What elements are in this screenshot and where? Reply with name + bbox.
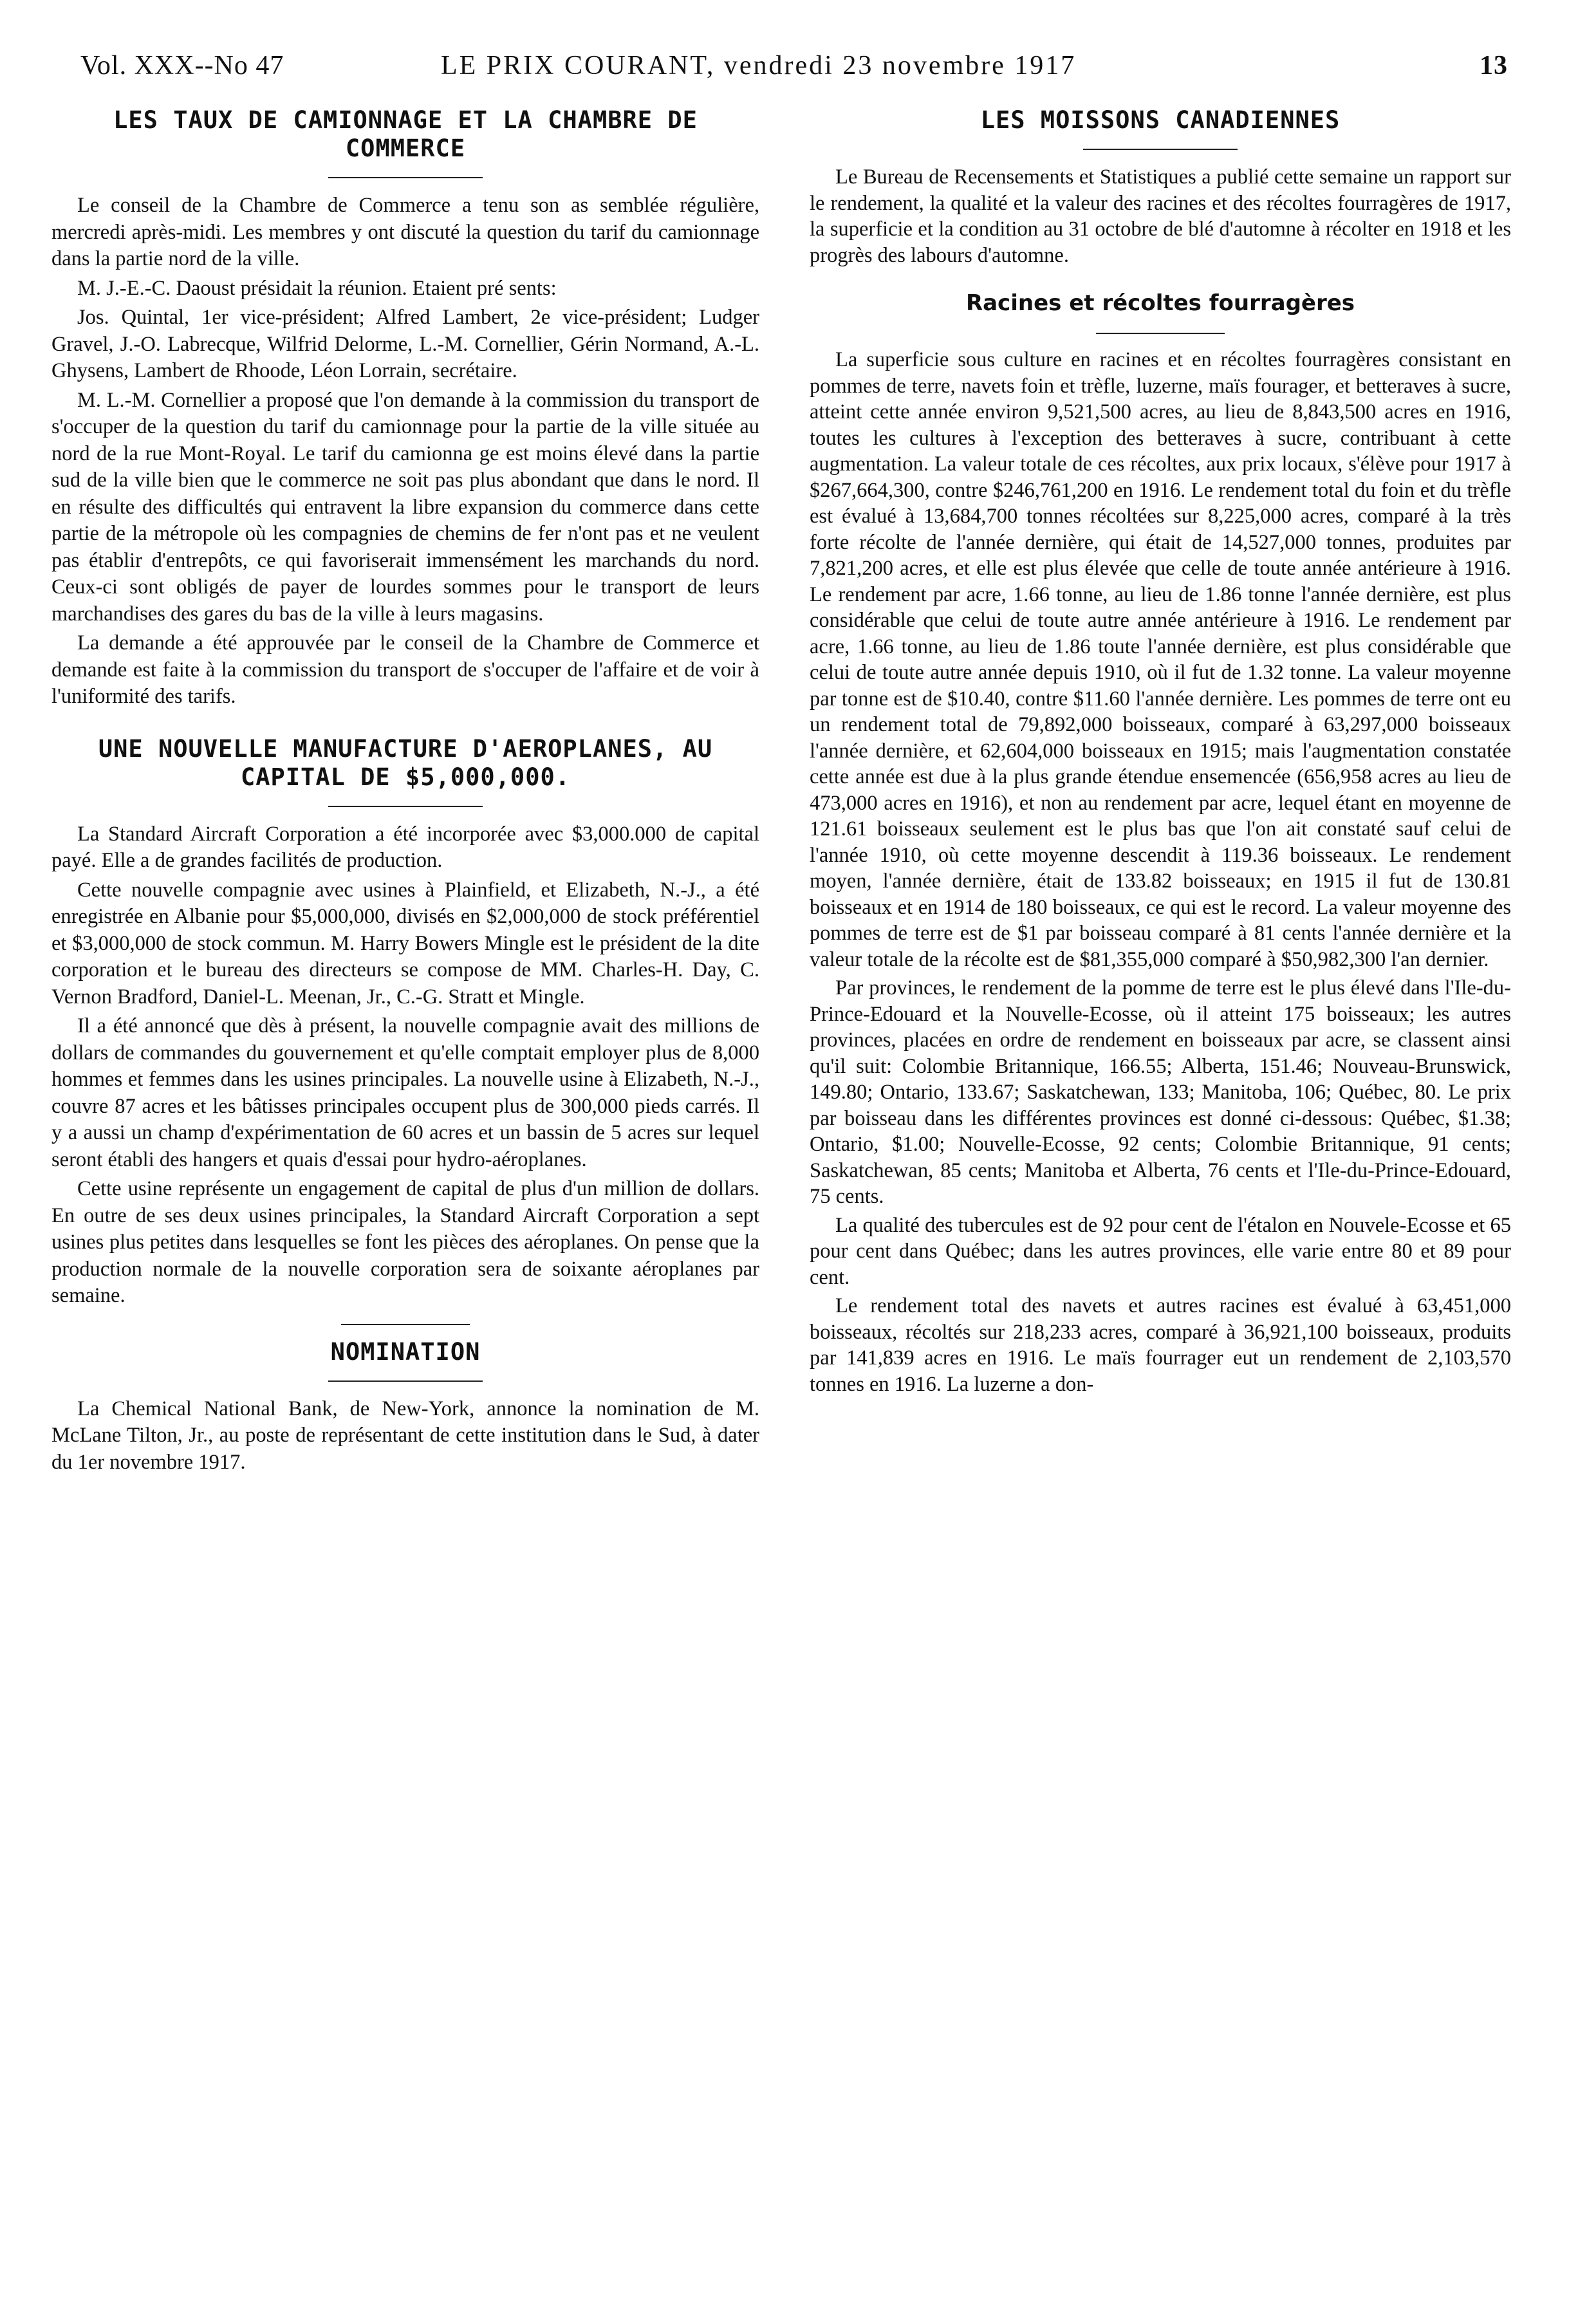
title-rule: [328, 177, 483, 178]
title-rule: [328, 806, 483, 807]
right-column: [810, 106, 1511, 1400]
page-number: 13: [1480, 51, 1508, 80]
page-header: [80, 50, 1508, 89]
article-paragraph: M. L.-M. Cornellier a proposé que l'on demande à la commission du transport de s'occuper de la question du tarif du camionnage pour la partie de la ville située au nord de la rue Mont-Royal. Le tarif du camionna ge est moins élevé dans la partie sud de la ville bien que le commerce ne soit pas plus abondant que dans le nord. Il en résulte des difficultés qui entravent la libre expansion du commerce dans cette partie de la métropole où les compagnies de chemins de fer n'ont pas et ne veulent pas établir d'entrepôts, ce qui favoriserait immensément les marchands du nord. Ceux-ci sont obligés de payer de lourdes sommes pour le transport de leurs marchandises des gares du bas de la ville à leurs magasins.: [51, 388, 759, 626]
article-camionnage: [51, 106, 759, 711]
title-rule: [1083, 149, 1238, 150]
volume-number: Vol. XXX--No 47: [80, 51, 284, 80]
article-title: NOMINATION: [330, 1337, 481, 1366]
publication-title-date: LE PRIX COURANT, vendredi 23 novembre 1917: [441, 51, 1077, 80]
subheading-rule: [1096, 333, 1225, 334]
article-paragraph: Par provinces, le rendement de la pomme de terre est le plus élevé dans l'Ile-du-Prince-Edouard et la Nouvelle-Ecosse, où il atteint 175 boisseaux; les autres provinces, placées en ordre de rendement en boisseaux par acre, se classent ainsi qu'il suit: Colombie Britannique, 166.55; Alberta, 151.46; Nouveau-Brunswick, 149.80; Ontario, 133.67; Saskatchewan, 133; Manitoba, 106; Québec, 80. Le prix par boisseau dans les différentes provinces est donné ci-dessous: Québec, $1.38; Ontario, $1.00; Nouvelle-Ecosse, 92 cents; Colombie Britannique, 91 cents; Saskatchewan, 85 cents; Manitoba et Alberta, 76 cents et l'Ile-du-Prince-Edouard, 75 cents.: [810, 976, 1511, 1208]
title-rule: [328, 1380, 483, 1382]
article-subheading: Racines et récoltes fourragères: [965, 290, 1355, 316]
article-paragraph: La superficie sous culture en racines et en récoltes fourragères consistant en pommes de terre, navets foin et trèfle, luzerne, maïs fourager, et betteraves à sucre, atteint cette année environ 9,521,500 acres, au lieu de 8,843,500 acres en 1916, toutes les cultures à l'exception des betteraves à sucre, contribuant à cette augmentation. La valeur totale de ces récoltes, aux prix locaux, s'élève pour 1917 à $267,664,300, contre $246,761,200 en 1916. Le rendement total du foin et du trèfle est évalué à 13,684,700 tonnes récoltées sur 8,225,000 acres, comparé à la très forte récolte de l'année dernière, qui était de 14,527,000 tonnes, produites par 7,821,200 acres, et elle est plus élevée que celle de toute année antérieure à 1916. Le rendement par acre, 1.66 tonne, au lieu de 1.86 tonne l'année dernière, est plus considérable que celui de toute autre année antérieure à 1916. Le rendement par acre, 1.66 tonne, au lieu de 1.86 toute l'année dernière, est plus considérable que celui de toute autre année depuis 1910, où il fut de 1.32 tonne. La valeur moyenne par tonne est de $10.40, contre $11.60 l'année dernière. Les pommes de terre ont eu un rendement total de 79,892,000 boisseaux, comparé à 63,297,000 boisseaux l'année dernière, et 62,604,000 boisseaux en 1915; mais l'augmentation constatée cette année est due à la plus grande étendue ensemencée (656,958 acres au lieu de 473,000 acres en 1916), et non au rendement par acre, lequel étant en moyenne de 121.61 boisseaux seulement est le plus bas que l'on ait constaté sauf celui de l'année 1910, où cette moyenne descendit à 119.36 boisseaux. Le rendement moyen, l'année dernière, était de 133.82 boisseaux; en 1915 il fut de 130.81 boisseaux et en 1914 de 180 boisseaux, ce qui est le record. La valeur moyenne des pommes de terre est de $1 par boisseau comparé à 81 cents l'année dernière et la valeur totale de la récolte est de $81,355,000 comparé à $50,982,300 l'an dernier.: [810, 348, 1511, 971]
article-paragraph: La Standard Aircraft Corporation a été incorporée avec $3,000.000 de capital payé. Elle a de grandes facilités de production.: [51, 822, 759, 872]
section-rule: [341, 1324, 470, 1325]
article-paragraph: Le rendement total des navets et autres racines est évalué à 63,451,000 boisseaux, récoltés sur 218,233 acres, comparé à 36,921,100 boisseaux, produits par 141,839 acres en 1916. Le maïs fourrager eut un rendement de 2,103,570 tonnes en 1916. La luzerne a don-: [810, 1294, 1511, 1396]
article-paragraph: Cette usine représente un engagement de capital de plus d'un million de dollars. En outre de ses deux usines principales, la Standard Aircraft Corporation a sept usines plus petites dans lesquelles se font les pièces des aéroplanes. On pense que la production normale de la nouvelle corporation sera de soixante aéroplanes par semaine.: [51, 1177, 759, 1307]
article-title: LES MOISSONS CANADIENNES: [980, 106, 1341, 134]
article-paragraph: La qualité des tubercules est de 92 pour cent de l'étalon en Nouvele-Ecosse et 65 pour cent dans Québec; dans les autres provinces, elle varie entre 80 et 89 pour cent.: [810, 1213, 1511, 1289]
article-title: LES TAUX DE CAMIONNAGE ET LA CHAMBRE DE COMMERCE: [113, 106, 698, 162]
article-moissons: [810, 106, 1511, 1397]
article-title: UNE NOUVELLE MANUFACTURE D'AEROPLANES, AU CAPITAL DE $5,000,000.: [98, 734, 713, 791]
article-paragraph: La Chemical National Bank, de New-York, annonce la nomination de M. McLane Tilton, Jr., au poste de représentant de cette institution dans le Sud, à dater du 1er novembre 1917.: [51, 1397, 759, 1474]
left-column: [51, 106, 759, 1478]
article-paragraph: Il a été annoncé que dès à présent, la nouvelle compagnie avait des millions de dollars de commandes du gouvernement et qu'elle comptait employer plus de 8,000 hommes et femmes dans les usines principales. La nouvelle usine à Elizabeth, N.-J., couvre 87 acres et les bâtisses principales occupent plus de 300,000 pieds carrés. Il y a aussi un champ d'expérimentation de 60 acres et un bassin de 5 acres sur lequel seront établi des hangers et quais d'essai pour hydro-aéroplanes.: [51, 1014, 759, 1171]
article-intro: Le Bureau de Recensements et Statistiques a publié cette semaine un rapport sur le rendement, la qualité et la valeur des racines et des récoltes fourragères de 1917, la superficie et la condition au 31 octobre de blé d'automne à récolter en 1918 et les progrès des labours d'automne.: [810, 165, 1511, 267]
article-paragraph: Cette nouvelle compagnie avec usines à Plainfield, et Elizabeth, N.-J., a été enregistrée en Albanie pour $5,000,000, divisés en $2,000,000 de stock préférentiel et $3,000,000 de stock commun. M. Harry Bowers Mingle est le président de la dite corporation et le bureau des directeurs se compose de MM. Charles-H. Day, C. Vernon Bradford, Daniel-L. Meenan, Jr., C.-G. Stratt et Mingle.: [51, 878, 759, 1009]
article-paragraph: La demande a été approuvée par le conseil de la Chambre de Commerce et demande est faite à la commission du transport de s'occuper de l'affaire et de voir à l'uniformité des tarifs.: [51, 631, 759, 708]
article-aeroplanes: [51, 735, 759, 1325]
article-paragraph: M. J.-E.-C. Daoust présidait la réunion. Etaient pré sents:: [77, 276, 557, 300]
article-paragraph: Le conseil de la Chambre de Commerce a tenu son as semblée régulière, mercredi après-midi. Les membres y ont discuté la question du tarif du camionnage dans la partie nord de la ville.: [51, 194, 759, 270]
article-nomination: [51, 1338, 759, 1476]
article-paragraph: Jos. Quintal, 1er vice-président; Alfred Lambert, 2e vice-président; Ludger Gravel, J.-O. Labrecque, Wilfrid Delorme, L.-M. Cornellier, Gérin Normand, A.-L. Ghysens, Lambert de Rhoode, Léon Lorrain, secrétaire.: [51, 306, 759, 382]
